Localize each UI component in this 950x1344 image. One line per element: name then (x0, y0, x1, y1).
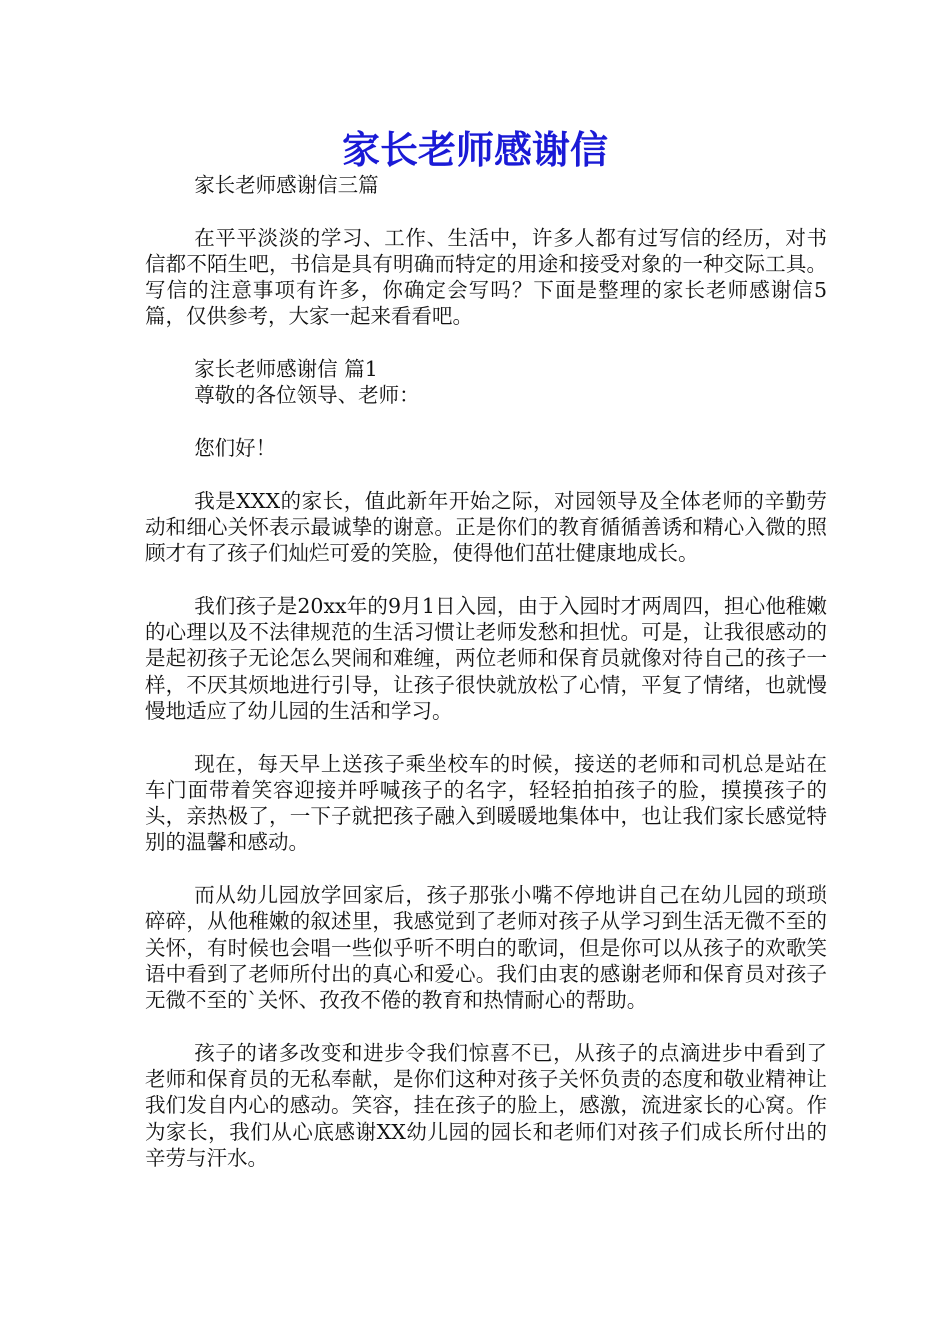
document-title: 家长老师感谢信 (341, 127, 608, 172)
greeting: 您们好！ (194, 435, 277, 460)
section-heading: 家长老师感谢信 篇1 (194, 357, 378, 382)
body-paragraph-1: 我是XXX的家长，值此新年开始之际，对园领导及全体老师的辛勤劳动和细心关怀表示最诚挚的谢意。正是你们的教育循循善诱和精心入微的照顾才有了孩子们灿烂可爱的笑脸，使得他们茁壮健康地成长。 (145, 488, 827, 566)
document-subtitle: 家长老师感谢信三篇 (194, 173, 379, 197)
intro-paragraph: 在平平淡淡的学习、工作、生活中，许多人都有过写信的经历，对书信都不陌生吧，书信是具有明确而特定的用途和接受对象的一种交际工具。写信的注意事项有许多，你确定会写吗？下面是整理的家长老师感谢信5篇，仅供参考，大家一起来看看吧。 (145, 225, 827, 329)
body-paragraph-4: 而从幼儿园放学回家后，孩子那张小嘴不停地讲自己在幼儿园的琐琐碎碎，从他稚嫩的叙述里，我感觉到了老师对孩子从学习到生活无微不至的关怀，有时候也会唱一些似乎听不明白的歌词，但是你可以从孩子的欢歌笑语中看到了老师所付出的真心和爱心。我们由衷的感谢老师和保育员对孩子无微不至的`关怀、孜孜不倦的教育和热情耐心的帮助。 (145, 883, 827, 1013)
salutation: 尊敬的各位领导、老师： (194, 383, 420, 408)
body-paragraph-2: 我们孩子是20xx年的9月1日入园，由于入园时才两周四，担心他稚嫩的心理以及不法律规范的生活习惯让老师发愁和担忧。可是，让我很感动的是起初孩子无论怎么哭闹和难缠，两位老师和保育员就像对待自己的孩子一样，不厌其烦地进行引导，让孩子很快就放松了心情，平复了情绪，也就慢慢地适应了幼儿园的生活和学习。 (145, 593, 827, 723)
document-body (145, 172, 827, 1171)
body-paragraph-3: 现在，每天早上送孩子乘坐校车的时候，接送的老师和司机总是站在车门面带着笑容迎接并呼喊孩子的名字，轻轻拍拍孩子的脸，摸摸孩子的头，亲热极了，一下子就把孩子融入到暖暖地集体中，也让我们家长感觉特别的温馨和感动。 (145, 751, 827, 855)
body-paragraph-5: 孩子的诸多改变和进步令我们惊喜不已，从孩子的点滴进步中看到了老师和保育员的无私奉献，是你们这种对孩子关怀负责的态度和敬业精神让我们发自内心的感动。笑容，挂在孩子的脸上，感激，流进家长的心窝。作为家长，我们从心底感谢XX幼儿园的园长和老师们对孩子们成长所付出的辛劳与汗水。 (145, 1040, 827, 1170)
